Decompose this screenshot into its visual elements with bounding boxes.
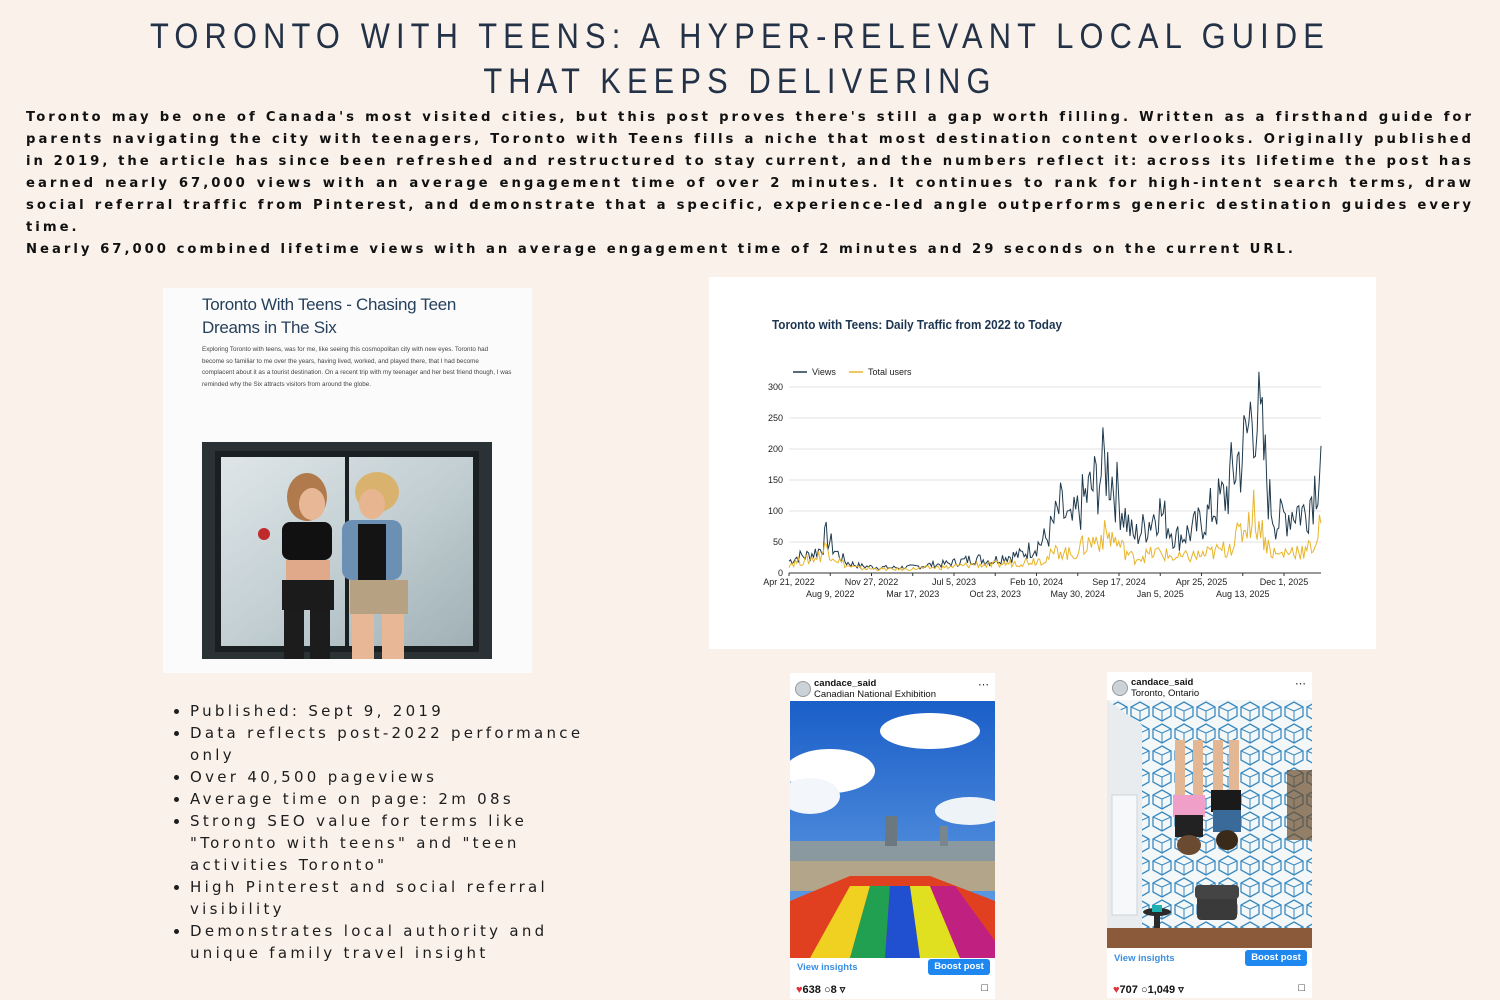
y-tick-label: 300 <box>767 382 783 392</box>
instagram-photo <box>1107 700 1312 948</box>
intro-summary: Nearly 67,000 combined lifetime views with an average engagement time of 2 minutes and 29 seconds on the current URL. <box>26 242 1296 257</box>
view-insights-link[interactable]: View insights <box>797 962 858 973</box>
heart-icon[interactable]: ♥ <box>796 984 803 996</box>
comments-count: 1,049 <box>1147 984 1176 996</box>
comments-count: 8 <box>830 984 837 996</box>
x-tick-label: Apr 21, 2022 <box>763 577 815 587</box>
fact-time-on-page: • Average time on page: 2m 08s <box>190 788 590 810</box>
share-icon[interactable]: ▿ <box>839 984 846 996</box>
heart-icon[interactable]: ♥ <box>1113 984 1120 996</box>
more-options-icon[interactable]: ⋯ <box>978 679 989 691</box>
likes-count: 638 <box>802 984 821 996</box>
x-tick-label: Aug 9, 2022 <box>805 589 855 599</box>
instagram-post-toronto[interactable] <box>1107 672 1312 998</box>
traffic-chart <box>709 277 1376 649</box>
fact-pinterest: • High Pinterest and social referral visibility <box>190 876 590 920</box>
y-tick-label: 250 <box>767 413 783 423</box>
intro-paragraph: Toronto may be one of Canada's most visited cities, but this post proves there's still a gap worth filling. Written as a firsthand guide for parents navigating the city with teenagers, Toronto with Teens fills a niche that most destination content overlooks. Originally published in 2019, the article has since been refreshed and restructured to stay current, and the numbers reflect it: across its lifetime the post has earned nearly 67,000 views with an average engagement time of over 2 minutes. It continues to rank for high-intent search terms, draw social referral traffic from Pinterest, and demonstrate that a specific, experience-led angle outperforms generic destination guides every time. <box>26 110 1474 235</box>
x-tick-label: Oct 23, 2023 <box>969 589 1022 599</box>
bookmark-icon[interactable]: □ <box>981 982 988 994</box>
series-line-views <box>789 372 1321 570</box>
x-tick-label: Dec 1, 2025 <box>1259 577 1309 587</box>
instagram-location[interactable]: Toronto, Ontario <box>1131 688 1200 699</box>
y-tick-label: 200 <box>767 444 783 454</box>
post-stats <box>1113 983 1184 996</box>
instagram-location[interactable]: Canadian National Exhibition <box>814 689 936 700</box>
comment-icon[interactable]: ○ <box>1140 984 1148 996</box>
article-excerpt: Exploring Toronto with teens, was for me, like seeing this cosmopolitan city with new eyes. Toronto had become so familiar to me over the years, having lived, worked, and played there, that I had become complacent about it as a tourist destination. On a recent trip with my teenager and her best friend though, I was reminded why the Six attracts visitors from around the globe. <box>202 346 512 388</box>
x-tick-label: May 30, 2024 <box>1050 589 1106 599</box>
chart-series <box>789 372 1321 571</box>
article-preview <box>163 288 532 673</box>
instagram-photo <box>790 701 995 958</box>
x-tick-label: Apr 25, 2025 <box>1175 577 1228 587</box>
view-insights-link[interactable]: View insights <box>1114 953 1175 964</box>
chart-legend <box>793 367 912 377</box>
x-tick-label: Aug 13, 2025 <box>1215 589 1270 599</box>
legend-label: Total users <box>868 367 912 377</box>
instagram-post-cne[interactable] <box>790 673 995 999</box>
page-title: TORONTO WITH TEENS: A HYPER-RELEVANT LOCAL GUIDE THAT KEEPS DELIVERING <box>150 17 1330 101</box>
fact-data-range: • Data reflects post-2022 performance only <box>190 722 590 766</box>
instagram-username[interactable]: candace_said <box>1131 677 1194 688</box>
more-options-icon[interactable]: ⋯ <box>1295 678 1306 690</box>
fact-seo: • Strong SEO value for terms like "Toronto with teens" and "teen activities Toronto" <box>190 810 590 876</box>
boost-post-button[interactable]: Boost post <box>928 959 990 975</box>
traffic-chart-card <box>709 277 1376 649</box>
avatar <box>795 681 811 697</box>
chart-x-axis <box>763 573 1308 599</box>
fact-authority: • Demonstrates local authority and unique family travel insight <box>190 920 590 964</box>
post-stats <box>796 983 845 996</box>
fact-published: • Published: Sept 9, 2019 <box>190 700 590 722</box>
x-tick-label: Feb 10, 2024 <box>1009 577 1064 587</box>
x-tick-label: Nov 27, 2022 <box>844 577 899 587</box>
article-photo <box>202 442 492 659</box>
article-title: Toronto With Teens - Chasing Teen Dreams in The Six <box>202 295 457 337</box>
comment-icon[interactable]: ○ <box>823 984 831 996</box>
y-tick-label: 50 <box>772 537 783 547</box>
bookmark-icon[interactable]: □ <box>1298 982 1305 994</box>
x-tick-label: Jan 5, 2025 <box>1136 589 1184 599</box>
x-tick-label: Jul 5, 2023 <box>931 577 977 587</box>
instagram-username[interactable]: candace_said <box>814 678 877 689</box>
x-tick-label: Mar 17, 2023 <box>886 589 940 599</box>
facts-list <box>170 700 590 964</box>
likes-count: 707 <box>1119 984 1138 996</box>
fact-pageviews: • Over 40,500 pageviews <box>190 766 590 788</box>
y-tick-label: 100 <box>767 506 783 516</box>
y-tick-label: 150 <box>767 475 783 485</box>
x-tick-label: Sep 17, 2024 <box>1092 577 1146 587</box>
share-icon[interactable]: ▿ <box>1178 984 1184 996</box>
intro-text <box>26 107 1474 261</box>
chart-title: Toronto with Teens: Daily Traffic from 2022 to Today <box>772 318 1063 332</box>
legend-label: Views <box>812 367 836 377</box>
avatar <box>1112 680 1128 696</box>
y-tick-label: 0 <box>777 568 783 578</box>
boost-post-button[interactable]: Boost post <box>1245 950 1307 966</box>
chart-y-axis <box>768 382 783 578</box>
